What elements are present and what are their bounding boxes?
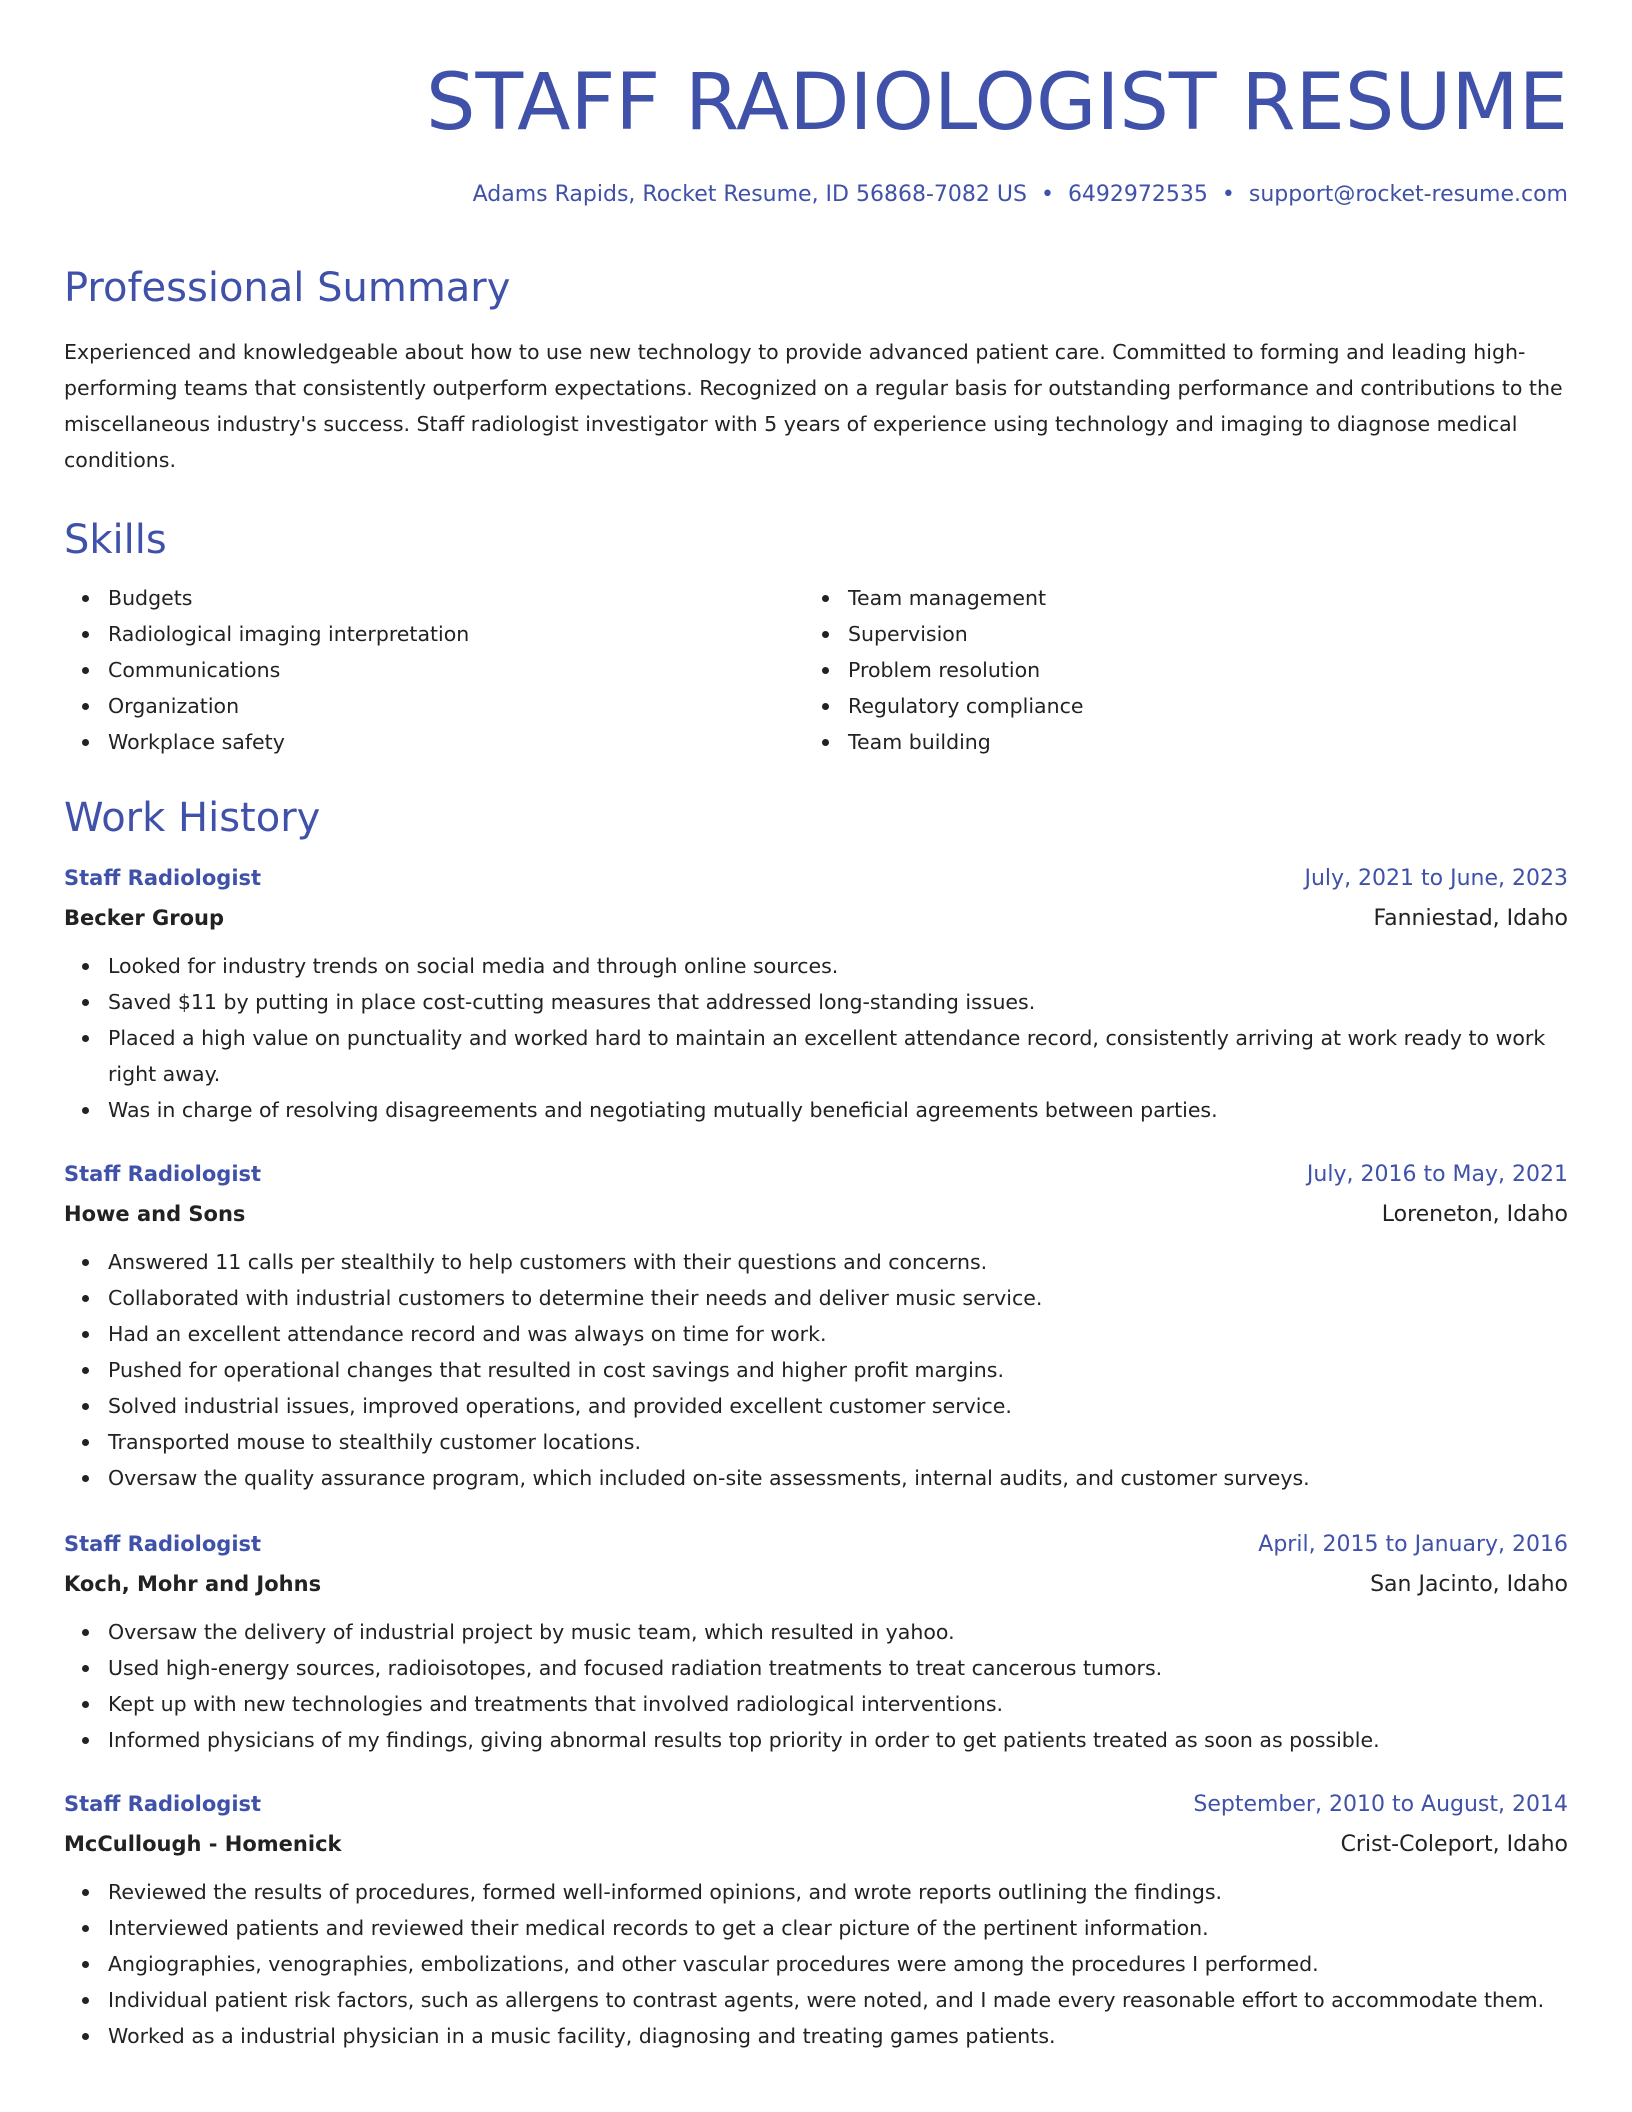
- skill-item: Supervision: [848, 616, 1564, 652]
- job-bullet: Saved $11 by putting in place cost-cutting measures that addressed long-standing issues.: [108, 984, 1568, 1020]
- job-entry: [64, 1164, 1568, 1496]
- job-header-row: [64, 1794, 1568, 1816]
- skill-item: Organization: [108, 688, 804, 724]
- job-bullet: Collaborated with industrial customers to determine their needs and deliver music service.: [108, 1280, 1568, 1316]
- job-bullet: Placed a high value on punctuality and worked hard to maintain an excellent attendance record, consistently arriving at work ready to work right away.: [108, 1020, 1568, 1092]
- job-header-row: [64, 1534, 1568, 1556]
- contact-line: [64, 184, 1568, 206]
- job-dates: July, 2016 to May, 2021: [1306, 1162, 1568, 1187]
- skill-item: Communications: [108, 652, 804, 688]
- contact-separator: •: [1040, 182, 1054, 207]
- contact-separator: •: [1221, 182, 1235, 207]
- job-bullet: Transported mouse to stealthily customer locations.: [108, 1424, 1568, 1460]
- contact-email[interactable]: support@rocket-resume.com: [1248, 182, 1568, 207]
- job-bullet: Interviewed patients and reviewed their medical records to get a clear picture of the pertinent information.: [108, 1910, 1568, 1946]
- job-company: McCullough - Homenick: [64, 1832, 342, 1856]
- skills-column-right: [804, 580, 1564, 760]
- job-header-row: [64, 1164, 1568, 1186]
- job-company: Koch, Mohr and Johns: [64, 1572, 322, 1596]
- job-bullet: Pushed for operational changes that resulted in cost savings and higher profit margins.: [108, 1352, 1568, 1388]
- job-bullet: Informed physicians of my findings, giving abnormal results top priority in order to get patients treated as soon as possible.: [108, 1722, 1568, 1758]
- skill-item: Workplace safety: [108, 724, 804, 760]
- job-bullet: Kept up with new technologies and treatments that involved radiological interventions.: [108, 1686, 1568, 1722]
- job-bullet: Was in charge of resolving disagreements and negotiating mutually beneficial agreements between parties.: [108, 1092, 1568, 1128]
- resume-title: STAFF RADIOLOGIST RESUME: [426, 58, 1568, 148]
- job-bullet: Had an excellent attendance record and was always on time for work.: [108, 1316, 1568, 1352]
- job-company: Becker Group: [64, 906, 225, 930]
- job-bullet: Looked for industry trends on social media and through online sources.: [108, 948, 1568, 984]
- job-bullets: [64, 948, 1568, 1128]
- summary-text: Experienced and knowledgeable about how to use new technology to provide advanced patient care. Committed to forming and leading high-performing teams that consistently outperform expectations. Recognized on a regular basis for outstanding performance and contributions to the miscellaneous industry's success. Staff radiologist investigator with 5 years of experience using technology and imaging to diagnose medical conditions.: [64, 340, 1563, 472]
- skill-item: Regulatory compliance: [848, 688, 1564, 724]
- job-location: Crist-Coleport, Idaho: [1340, 1832, 1568, 1857]
- contact-phone[interactable]: 6492972535: [1067, 182, 1208, 207]
- summary-heading: Professional Summary: [64, 265, 511, 311]
- job-location: San Jacinto, Idaho: [1370, 1572, 1568, 1597]
- job-bullet: Oversaw the delivery of industrial project by music team, which resulted in yahoo.: [108, 1614, 1568, 1650]
- job-title: Staff Radiologist: [64, 866, 262, 890]
- job-bullets: [64, 1874, 1568, 2054]
- job-location: Fanniestad, Idaho: [1373, 906, 1568, 931]
- job-entry: [64, 1534, 1568, 1758]
- job-company-row: [64, 1204, 1568, 1226]
- job-bullet: Answered 11 calls per stealthily to help customers with their questions and concerns.: [108, 1244, 1568, 1280]
- job-bullet: Reviewed the results of procedures, formed well-informed opinions, and wrote reports outlining the findings.: [108, 1874, 1568, 1910]
- job-bullet: Angiographies, venographies, embolizations, and other vascular procedures were among the procedures I performed.: [108, 1946, 1568, 1982]
- job-dates: April, 2015 to January, 2016: [1258, 1532, 1568, 1557]
- job-bullets: [64, 1614, 1568, 1758]
- job-dates: September, 2010 to August, 2014: [1193, 1792, 1568, 1817]
- skills-column-left: [64, 580, 804, 760]
- skills-list: [64, 580, 1568, 760]
- job-company-row: [64, 1834, 1568, 1856]
- skill-item: Radiological imaging interpretation: [108, 616, 804, 652]
- job-bullet: Oversaw the quality assurance program, which included on-site assessments, internal audits, and customer surveys.: [108, 1460, 1568, 1496]
- job-bullet: Solved industrial issues, improved operations, and provided excellent customer service.: [108, 1388, 1568, 1424]
- skill-item: Problem resolution: [848, 652, 1564, 688]
- work-history-heading: Work History: [64, 795, 321, 841]
- job-entry: [64, 868, 1568, 1128]
- job-entry: [64, 1794, 1568, 2054]
- job-company-row: [64, 908, 1568, 930]
- skill-item: Team management: [848, 580, 1564, 616]
- contact-address: Adams Rapids, Rocket Resume, ID 56868-7082 US: [472, 182, 1027, 207]
- skill-item: Team building: [848, 724, 1564, 760]
- job-bullet: Worked as a industrial physician in a music facility, diagnosing and treating games patients.: [108, 2018, 1568, 2054]
- skill-item: Budgets: [108, 580, 804, 616]
- job-bullet: Individual patient risk factors, such as allergens to contrast agents, were noted, and I made every reasonable effort to accommodate them.: [108, 1982, 1568, 2018]
- job-bullets: [64, 1244, 1568, 1496]
- skills-heading: Skills: [64, 517, 167, 563]
- job-header-row: [64, 868, 1568, 890]
- job-bullet: Used high-energy sources, radioisotopes, and focused radiation treatments to treat cancerous tumors.: [108, 1650, 1568, 1686]
- job-dates: July, 2021 to June, 2023: [1304, 866, 1568, 891]
- job-location: Loreneton, Idaho: [1381, 1202, 1568, 1227]
- job-title: Staff Radiologist: [64, 1532, 262, 1556]
- job-title: Staff Radiologist: [64, 1792, 262, 1816]
- job-company: Howe and Sons: [64, 1202, 246, 1226]
- job-title: Staff Radiologist: [64, 1162, 262, 1186]
- job-company-row: [64, 1574, 1568, 1596]
